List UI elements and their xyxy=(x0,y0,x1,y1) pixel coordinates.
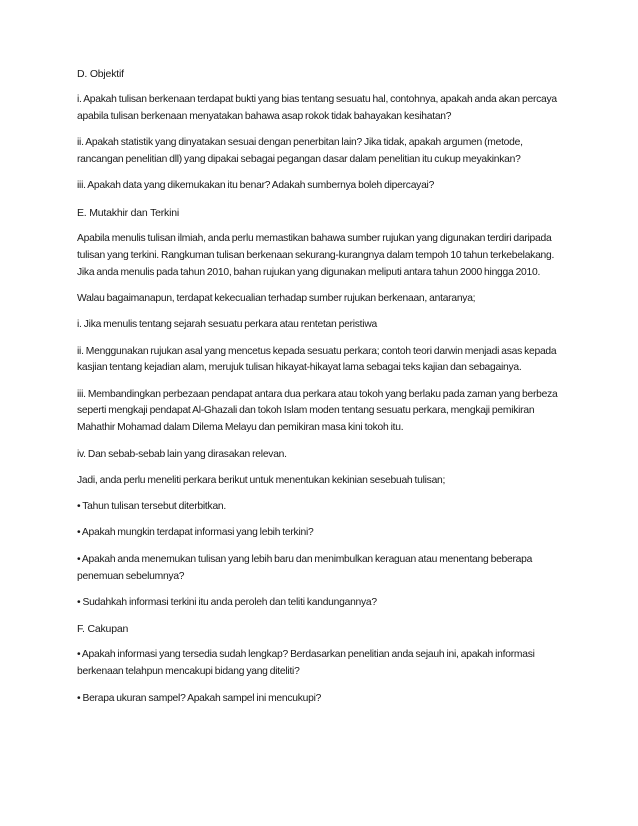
bullet-teliti-kandungan: • Sudahkah informasi terkini itu anda peroleh dan teliti kandungannya? xyxy=(77,596,377,608)
paragraph-pengecualian-iii: iii. Membandingkan perbezaan pendapat antara dua perkara atau tokoh yang berlaku pada zaman yang berbeza seperti mengkaji pendapat Al-Ghazali dan tokoh Islam moden tentang sesuatu perkara, mengkaji pemikiran Mahathir Mohamad dalam Dilema Melayu dan pemikiran masa kini tokoh itu. xyxy=(77,388,558,434)
bullet-informasi-lengkap: • Apakah informasi yang tersedia sudah lengkap? Berdasarkan penelitian anda sejauh ini, apakah informasi berkenaan telahpun mencakupi bidang yang diteliti? xyxy=(77,649,535,678)
bullet-tulisan-baru: • Apakah anda menemukan tulisan yang lebih baru dan menimbulkan keraguan atau menentang beberapa penemuan sebelumnya? xyxy=(77,553,533,582)
paragraph-mutakhir-intro: Apabila menulis tulisan ilmiah, anda perlu memastikan bahawa sumber rujukan yang digunakan terdiri daripada tulisan yang terkini. Rangkuman tulisan berkenaan sekurang-kurangnya dalam tempoh 10 tahun terkebelakang. Jika anda menulis pada tahun 2010, bahan rujukan yang digunakan meliputi antara tahun 2000 hingga 2010. xyxy=(77,233,555,278)
paragraph-pengecualian-iv: iv. Dan sebab-sebab lain yang dirasakan relevan. xyxy=(77,448,287,460)
heading-mutakhir: E. Mutakhir dan Terkini xyxy=(77,206,180,219)
paragraph-pengecualian-i: i. Jika menulis tentang sejarah sesuatu perkara atau rentetan peristiwa xyxy=(77,319,377,331)
paragraph-objektif-i: i. Apakah tulisan berkenaan terdapat bukti yang bias tentang sesuatu hal, contohnya, apakah anda akan percaya apabila tulisan berkenaan menyatakan bahawa asap rokok tidak bahayakan kesihatan? xyxy=(77,94,557,123)
bullet-tahun-terbit: • Tahun tulisan tersebut diterbitkan. xyxy=(77,501,227,513)
heading-cakupan: F. Cakupan xyxy=(77,623,129,636)
paragraph-objektif-ii: ii. Apakah statistik yang dinyatakan sesuai dengan penerbitan lain? Jika tidak, apakah argumen (metode, rancangan penelitian dll) yang dipakai sebagai pegangan dasar dalam penelitian itu cukup meyakinkan? xyxy=(77,137,523,166)
paragraph-pengecualian-ii: ii. Menggunakan rujukan asal yang mencetus kepada sesuatu perkara; contoh teori darwin menjadi asas kepada kasjian tentang kejadian alam, merujuk tulisan hikayat-hikayat lama sebagai teks kajian dan sebagainya. xyxy=(77,345,557,374)
paragraph-objektif-iii: iii. Apakah data yang dikemukakan itu benar? Adakah sumbernya boleh dipercayai? xyxy=(77,180,435,192)
heading-objektif: D. Objektif xyxy=(77,68,124,80)
document-body xyxy=(77,66,567,717)
bullet-informasi-terkini: • Apakah mungkin terdapat informasi yang lebih terkini? xyxy=(77,527,314,539)
paragraph-pengecualian: Walau bagaimanapun, terdapat kekecualian terhadap sumber rujukan berkenaan, antaranya; xyxy=(77,292,476,304)
paragraph-kesimpulan: Jadi, anda perlu meneliti perkara berikut untuk menentukan kekinian sesebuah tulisan; xyxy=(77,474,446,486)
bullet-ukuran-sampel: • Berapa ukuran sampel? Apakah sampel ini mencukupi? xyxy=(77,692,322,704)
